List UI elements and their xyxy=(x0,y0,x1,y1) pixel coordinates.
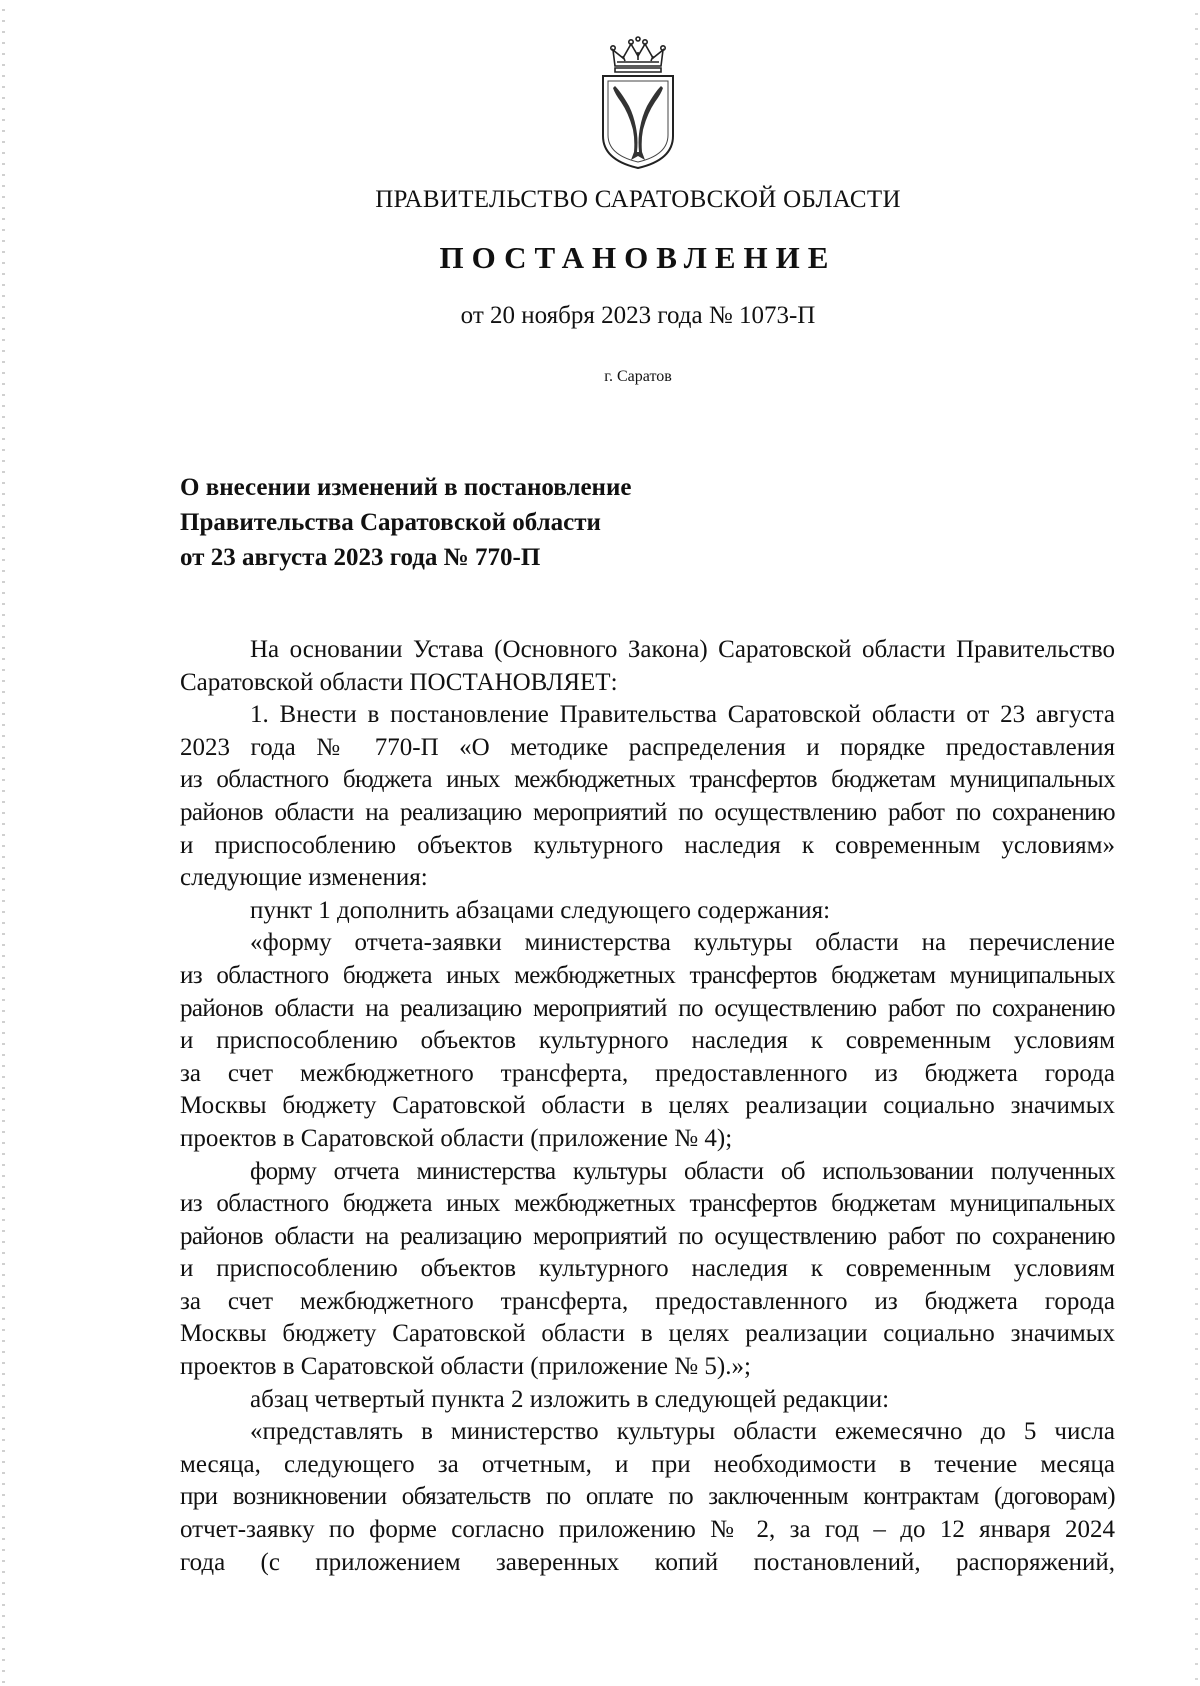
body-line: и приспособлению объектов культурного наследия к современным условиям» xyxy=(180,831,1115,859)
body-line: за счет межбюджетного трансферта, предоставленного из бюджета города xyxy=(180,1287,1115,1315)
body-line: районов области на реализацию мероприятий по осуществлению работ по сохранению xyxy=(180,798,1115,826)
document-city: г. Саратов xyxy=(604,368,672,385)
body-line: и приспособлению объектов культурного наследия к современным условиям xyxy=(180,1027,1115,1055)
body-line: абзац четвертый пункта 2 изложить в следующей редакции: xyxy=(250,1385,890,1413)
body-line: и приспособлению объектов культурного наследия к современным условиям xyxy=(180,1255,1115,1283)
organization-title: ПРАВИТЕЛЬСТВО САРАТОВСКОЙ ОБЛАСТИ xyxy=(375,186,901,213)
body-line: 2023 года № 770-П «О методике распределения и порядке предоставления xyxy=(180,733,1115,761)
document-type: ПОСТАНОВЛЕНИЕ xyxy=(439,240,837,275)
body-line: из областного бюджета иных межбюджетных трансфертов бюджетам муниципальных xyxy=(180,961,1115,989)
body-line: «представлять в министерство культуры области ежемесячно до 5 числа xyxy=(250,1418,1115,1446)
body-line: пункт 1 дополнить абзацами следующего содержания: xyxy=(250,896,831,924)
body-line: На основании Устава (Основного Закона) Саратовской области Правительство xyxy=(250,636,1115,663)
body-line: отчет-заявку по форме согласно приложению № 2, за год – до 12 января 2024 xyxy=(180,1516,1115,1544)
body-line: Саратовской области ПОСТАНОВЛЯЕТ: xyxy=(180,668,618,696)
body-line: следующие изменения: xyxy=(180,864,428,892)
body-line: проектов в Саратовской области (приложение № 4); xyxy=(180,1124,733,1152)
body-line: «форму отчета-заявки министерства культуры области на перечисление xyxy=(250,929,1115,957)
body-line: месяца, следующего за отчетным, и при необходимости в течение месяца xyxy=(180,1450,1115,1478)
document-date-number: от 20 ноября 2023 года № 1073-П xyxy=(460,302,816,329)
subject-line: Правительства Саратовской области xyxy=(180,509,601,536)
body-line: из областного бюджета иных межбюджетных трансфертов бюджетам муниципальных xyxy=(180,1190,1115,1218)
body-line: районов области на реализацию мероприятий по осуществлению работ по сохранению xyxy=(180,994,1115,1022)
body-line: форму отчета министерства культуры области об использовании полученных xyxy=(250,1157,1115,1185)
body-line: Москвы бюджету Саратовской области в целях реализации социально значимых xyxy=(180,1092,1115,1120)
document-subject xyxy=(180,470,880,575)
body-line: при возникновении обязательств по оплате по заключенным контрактам (договорам) xyxy=(180,1483,1115,1511)
document-body xyxy=(180,634,1115,1579)
body-line: проектов в Саратовской области (приложение № 5).»; xyxy=(180,1353,751,1381)
subject-line: О внесении изменений в постановление xyxy=(180,474,632,501)
body-line: районов области на реализацию мероприятий по осуществлению работ по сохранению xyxy=(180,1222,1115,1250)
body-line: 1. Внести в постановление Правительства Саратовской области от 23 августа xyxy=(250,701,1115,729)
body-line: Москвы бюджету Саратовской области в целях реализации социально значимых xyxy=(180,1320,1115,1348)
body-line: из областного бюджета иных межбюджетных трансфертов бюджетам муниципальных xyxy=(180,766,1115,794)
body-line: за счет межбюджетного трансферта, предоставленного из бюджета города xyxy=(180,1059,1115,1087)
body-line: года (с приложением заверенных копий постановлений, распоряжений, xyxy=(180,1548,1115,1576)
subject-line: от 23 августа 2023 года № 770-П xyxy=(180,544,541,571)
coat-of-arms-icon xyxy=(593,36,683,170)
